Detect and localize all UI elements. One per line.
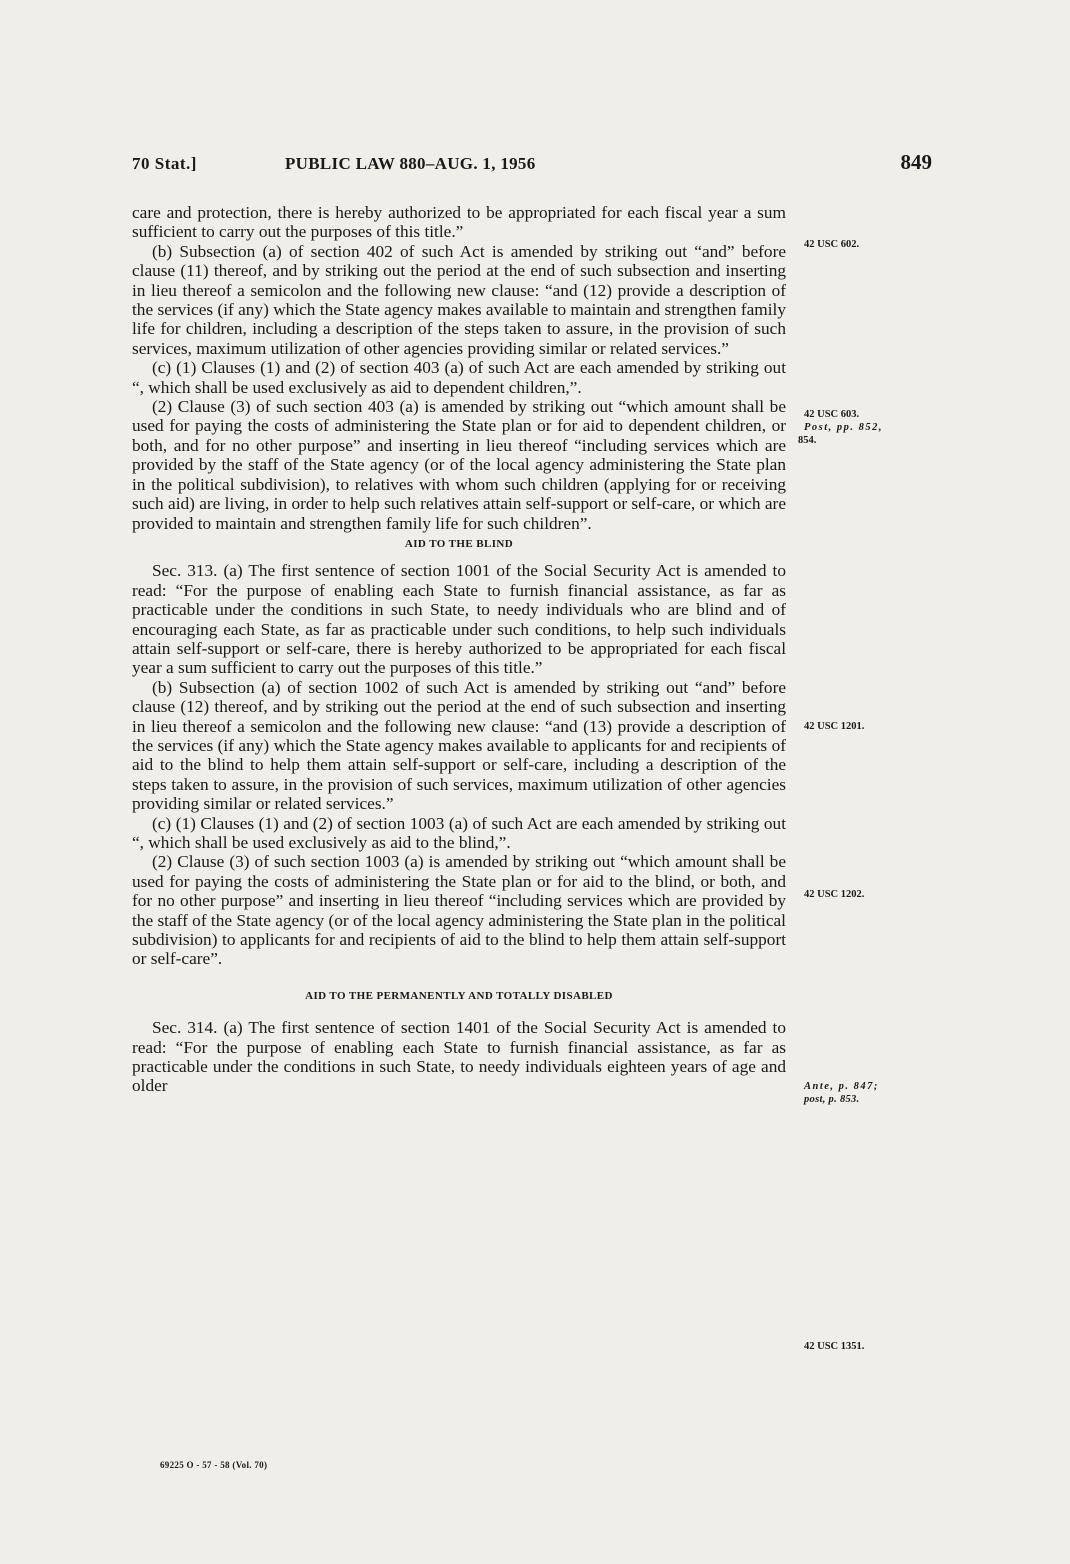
- citation-text: 42 USC 602.: [804, 239, 860, 250]
- body-text: [132, 203, 786, 1096]
- volume-citation: 70 Stat.]: [132, 154, 197, 173]
- running-header: [132, 150, 932, 180]
- citation-text: post, p. 853.: [804, 1094, 860, 1105]
- citation-text: 42 USC 1202.: [804, 889, 865, 900]
- law-title: PUBLIC LAW 880–AUG. 1, 1956: [285, 154, 536, 173]
- citation-text: 42 USC 1201.: [804, 721, 865, 732]
- citation-text: Ante, p. 847;: [804, 1081, 879, 1092]
- citation-text: 42 USC 603.: [804, 409, 860, 420]
- citation-text: 854.: [798, 435, 817, 446]
- paragraph: (2) Clause (3) of such section 1003 (a) is amended by striking out “which amount shall be used for paying the costs of administering the State plan or for aid to the blind, or both, and for no other purpose” and inserting in lieu thereof “including services which are provided by the staff of the State agency (or of the local agency administering the State plan in the political subdivision) to applicants for and recipients of aid to the blind to help them attain self-support or self-care”.: [132, 852, 786, 969]
- section-heading: AID TO THE PERMANENTLY AND TOTALLY DISABLED: [305, 989, 613, 1002]
- paragraph: (b) Subsection (a) of section 402 of such Act is amended by striking out “and” before clause (11) thereof, and by striking out the period at the end of such subsection and inserting in lieu thereof a semicolon and the following new clause: “and (12) provide a description of the services (if any) which the State agency makes available to maintain and strengthen family life for children, including a description of the steps taken to assure, in the provision of such services, maximum utilization of other agencies providing similar or related services.”: [132, 241, 786, 358]
- print-code: 69225 O - 57 - 58 (Vol. 70): [160, 1460, 268, 1470]
- page-number: 849: [900, 150, 932, 174]
- paragraph: Sec. 313. (a) The first sentence of section 1001 of the Social Security Act is amended to read: “For the purpose of enabling each State to furnish financial assistance, as far as practicable under the conditions in such State, to needy individuals who are blind and of encouraging each State, as far as practicable under such conditions, to help such individuals attain self-support or self-care, there is hereby authorized to be appropriated for each fiscal year a sum sufficient to carry out the purposes of this title.”: [132, 561, 786, 678]
- paragraph: (b) Subsection (a) of section 1002 of such Act is amended by striking out “and” before clause (12) thereof, and by striking out the period at the end of such subsection and inserting in lieu thereof a semicolon and the following new clause: “and (13) provide a description of the services (if any) which the State agency makes available to applicants for and recipients of aid to the blind to help them attain self-support or self-care, including a description of the steps taken to assure, in the provision of such services, maximum utilization of other agencies providing similar or related services.”: [132, 677, 786, 814]
- margin-citation: [804, 238, 934, 251]
- paragraph: care and protection, there is hereby authorized to be appropriated for each fiscal year a sum sufficient to carry out the purposes of this title.”: [132, 203, 786, 242]
- margin-citation: [798, 408, 934, 447]
- section-heading: AID TO THE BLIND: [404, 537, 514, 550]
- paragraph: (c) (1) Clauses (1) and (2) of section 1003 (a) of such Act are each amended by striking out “, which shall be used exclusively as aid to the blind,”.: [132, 813, 786, 852]
- margin-citation: [804, 720, 934, 733]
- paragraph: Sec. 314. (a) The first sentence of section 1401 of the Social Security Act is amended to read: “For the purpose of enabling each State to furnish financial assistance, as far as practicable under the conditions in such State, to needy individuals eighteen years of age and older: [132, 1018, 786, 1096]
- citation-text: 42 USC 1351.: [804, 1341, 865, 1352]
- margin-citation: [804, 1340, 934, 1353]
- margin-citation: [804, 888, 934, 901]
- citation-text: Post, pp. 852,: [804, 422, 884, 433]
- paragraph: (c) (1) Clauses (1) and (2) of section 403 (a) of such Act are each amended by striking out “, which shall be used exclusively as aid to dependent children,”.: [132, 358, 786, 397]
- margin-citation: [804, 1080, 934, 1106]
- paragraph: (2) Clause (3) of such section 403 (a) is amended by striking out “which amount shall be used for paying the costs of administering the State plan or for aid to dependent children, or both, and for no other purpose” and inserting in lieu thereof “including services which are provided by the staff of the State agency (or of the local agency administering the State plan in the political subdivision), to relatives with whom such children (applying for or receiving such aid) are living, in order to help such relatives attain self-support or self-care, or which are provided to maintain and strengthen family life for such children”.: [132, 397, 786, 533]
